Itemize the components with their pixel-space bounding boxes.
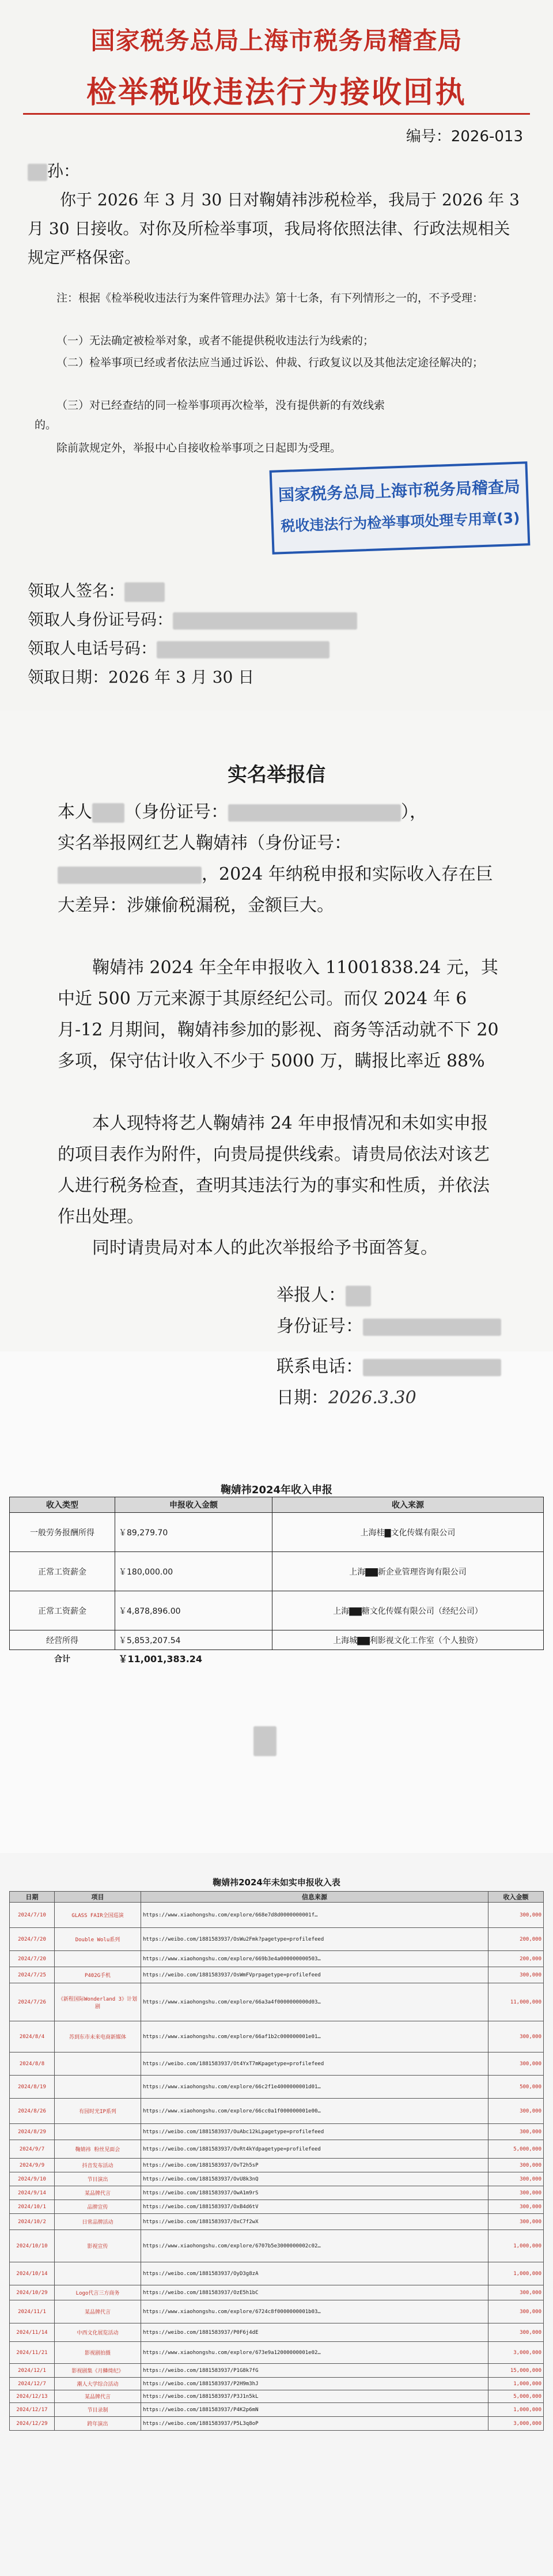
letter-para-3: 本人现特将艺人鞠婧祎 24 年申报情况和未如实申报的项目表作为附件，向贵局提供线索。请贵局依法对该艺人进行税务检查，查明其违法行为的事实和性质，并依法作出处理。 <box>58 1113 490 1227</box>
amount-cell: 300,000 <box>488 2200 544 2214</box>
note-intro: 注：根据《检举税收违法行为案件管理办法》第十七条，有下列情形之一的，不予受理： <box>56 292 484 304</box>
recv-date-row: 领取日期：2026 年 3 月 30 日 <box>28 668 255 687</box>
table-row <box>10 2342 544 2364</box>
table-row <box>10 2364 544 2378</box>
date-cell: 2024/12/1 <box>10 2364 55 2378</box>
amount-cell: 300,000 <box>488 2214 544 2230</box>
table-row: 经营所得 ￥5,853,207.54 上海城▇▇利影视文化工作室（个人独资） <box>10 1630 544 1650</box>
amount-cell: 300,000 <box>488 2099 544 2124</box>
table-row <box>10 2417 544 2431</box>
date-cell: 2024/11/21 <box>10 2342 55 2364</box>
project-cell: 某品牌代言 <box>55 2300 141 2323</box>
link-cell[interactable]: https://www.xiaohongshu.com/explore/66c2f1e4000000001d01… <box>141 2076 488 2099</box>
table-row <box>10 2021 544 2052</box>
table-row <box>10 2285 544 2300</box>
receipt-body: 你于 2026 年 3 月 30 日对鞠婧祎涉税检举，我局于 2026 年 3 月 30 日接收。对你及所检举事项，我局将依照法律、行政法规相关规定严格保密。 <box>28 190 520 267</box>
link-cell[interactable]: https://weibo.com/1881583937/OsWu2Fmk?pagetype=profilefeed <box>141 1928 488 1951</box>
undeclared-table <box>9 1891 544 2431</box>
table-row <box>10 2262 544 2285</box>
amount-cell: 300,000 <box>488 2300 544 2323</box>
date-cell: 2024/11/1 <box>10 2300 55 2323</box>
amount-cell: 300,000 <box>488 2159 544 2172</box>
date-cell: 2024/12/29 <box>10 2417 55 2431</box>
date-cell: 2024/10/14 <box>10 2262 55 2285</box>
recv-sign-row: 领取人签名： <box>28 577 165 605</box>
amount-cell: 1,000,000 <box>488 2378 544 2390</box>
link-cell[interactable]: https://weibo.com/1881583937/P0F6j4dE <box>141 2323 488 2342</box>
amount-cell: 300,000 <box>488 2285 544 2300</box>
link-cell[interactable]: https://www.xiaohongshu.com/explore/66a3a4f0000000000d03… <box>141 1983 488 2021</box>
date-cell: 2024/8/4 <box>10 2021 55 2052</box>
date-cell: 2024/12/13 <box>10 2390 55 2403</box>
amount-cell: 300,000 <box>488 1967 544 1983</box>
project-cell: 影视剧拍摄 <box>55 2342 141 2364</box>
date-cell: 2024/8/29 <box>10 2124 55 2140</box>
date-cell: 2024/9/9 <box>10 2159 55 2172</box>
link-cell[interactable]: https://www.xiaohongshu.com/explore/6724c8f0000000001b03… <box>141 2300 488 2323</box>
redacted-signature <box>253 1726 276 1756</box>
project-cell: GLASS FAIR全国巡演 <box>55 1903 141 1928</box>
link-cell[interactable]: https://weibo.com/1881583937/OyD3g8zA <box>141 2262 488 2285</box>
table-row <box>10 1951 544 1967</box>
project-cell: 日常品牌活动 <box>55 2214 141 2230</box>
date-cell: 2024/8/19 <box>10 2076 55 2099</box>
table-row <box>10 2230 544 2262</box>
table-row <box>10 2124 544 2140</box>
amount-cell: 3,000,000 <box>488 2417 544 2431</box>
project-cell <box>55 2076 141 2099</box>
table-row <box>10 1967 544 1983</box>
amount-cell: 5,000,000 <box>488 2390 544 2403</box>
date-cell: 2024/10/29 <box>10 2285 55 2300</box>
link-cell[interactable]: https://weibo.com/1881583937/P5L3q8oP <box>141 2417 488 2431</box>
amount-cell: 1,000,000 <box>488 2262 544 2285</box>
project-cell: 影视剧集《月鳞绮纪》 <box>55 2364 141 2378</box>
salutation: 孙： <box>28 157 79 186</box>
table-row <box>10 2186 544 2200</box>
project-cell <box>55 2262 141 2285</box>
note-item-1: （一）无法确定被检举对象，或者不能提供税收违法行为线索的； <box>56 334 374 347</box>
date-cell: 2024/9/10 <box>10 2172 55 2186</box>
reporter-id-row: 身份证号： <box>276 1311 501 1342</box>
table-row <box>10 2052 544 2076</box>
receipt-header: 国家税务总局上海市税务局稽查局 <box>90 27 463 55</box>
receipt-page <box>0 0 553 710</box>
col-project: 项目 <box>55 1892 141 1903</box>
amount-cell: 300,000 <box>488 2172 544 2186</box>
declared-title: 鞠婧祎2024年收入申报 <box>220 1484 333 1496</box>
table-row <box>10 2099 544 2124</box>
project-cell <box>55 2052 141 2076</box>
table-row <box>10 2300 544 2323</box>
amount-cell: 300,000 <box>488 2052 544 2076</box>
link-cell[interactable]: https://www.xiaohongshu.com/explore/66cc0a1f000000001e00… <box>141 2099 488 2124</box>
project-cell: 某品牌代言 <box>55 2390 141 2403</box>
col-income: 收入金额 <box>488 1892 544 1903</box>
amount-cell: 300,000 <box>488 2124 544 2140</box>
link-cell[interactable]: https://weibo.com/1881583937/P2H9m3hJ <box>141 2378 488 2390</box>
link-cell[interactable]: https://weibo.com/1881583937/OzE5h1bC <box>141 2285 488 2300</box>
link-cell[interactable]: https://www.xiaohongshu.com/explore/673e9a12000000001e02… <box>141 2342 488 2364</box>
link-cell[interactable]: https://weibo.com/1881583937/P4K2p6mN <box>141 2403 488 2417</box>
project-cell: 苏到东市未来电商新媒体 <box>55 2021 141 2052</box>
link-cell[interactable]: https://www.xiaohongshu.com/explore/66af1b2c000000001e01… <box>141 2021 488 2052</box>
link-cell[interactable]: https://weibo.com/1881583937/Ot4YxT7mKpagetype=profilefeed <box>141 2052 488 2076</box>
project-cell: Logo代言三方商务 <box>55 2285 141 2300</box>
note-tail: 除前款规定外，举报中心自接收检举事项之日起即为受理。 <box>56 442 342 454</box>
table-row <box>10 2140 544 2159</box>
note-item-3: （三）对已经查结的同一检举事项再次检举，没有提供新的有效线索的。 <box>35 399 385 431</box>
project-cell <box>55 2124 141 2140</box>
table-row <box>10 2214 544 2230</box>
date-cell: 2024/10/2 <box>10 2214 55 2230</box>
date-cell: 2024/7/26 <box>10 1983 55 2021</box>
date-cell: 2024/8/8 <box>10 2052 55 2076</box>
letter-para-2: 鞠婧祎 2024 年全年申报收入 11001838.24 元，其中近 500 万元来源于其原经纪公司。而仅 2024 年 6 月-12 月期间，鞠婧祎参加的影视、商务等活动就不下 20 多项，保守估计收入不少于 5000 万，瞒报比率近 88% <box>58 958 499 1071</box>
amount-cell: 3,000,000 <box>488 2342 544 2364</box>
project-cell: 潮人大学综合活动 <box>55 2378 141 2390</box>
note-item-2: （二）检举事项已经或者依法应当通过诉讼、仲裁、行政复议以及其他法定途径解决的； <box>56 356 484 369</box>
table-row <box>10 1983 544 2021</box>
table-row: 一般劳务报酬所得 ￥89,279.70 上海桂▇文化传媒有限公司 <box>10 1513 544 1552</box>
declared-header-row <box>10 1497 544 1513</box>
official-stamp <box>270 461 531 555</box>
reporter-phone-row: 联系电话： <box>276 1351 501 1383</box>
project-cell: 抖音发布活动 <box>55 2159 141 2172</box>
recv-phone-row: 领取人电话号码： <box>28 634 329 663</box>
link-cell[interactable]: https://weibo.com/1881583937/OuAbc12kLpagetype=profilefeed <box>141 2124 488 2140</box>
undeclared-income-page <box>0 1853 553 2576</box>
link-cell[interactable]: https://weibo.com/1881583937/P3J1n5kL <box>141 2390 488 2403</box>
amount-cell: 5,000,000 <box>488 2140 544 2159</box>
table-row: 正常工资薪金 ￥180,000.00 上海▇▇新企业管理咨询有限公司 <box>10 1552 544 1591</box>
table-row <box>10 2200 544 2214</box>
amount-cell: 300,000 <box>488 2186 544 2200</box>
table-row <box>10 1903 544 1928</box>
date-cell: 2024/10/10 <box>10 2230 55 2262</box>
amount-cell: 200,000 <box>488 1928 544 1951</box>
letter-title: 实名举报信 <box>228 763 325 786</box>
table-row <box>10 2323 544 2342</box>
link-cell[interactable]: https://www.xiaohongshu.com/explore/669b3e4a000000000503… <box>141 1951 488 1967</box>
redacted-signature <box>124 582 165 602</box>
project-cell: 品牌宣传 <box>55 2200 141 2214</box>
amount-cell: 300,000 <box>488 2021 544 2052</box>
total-row: 合计 ￥11,001,383.24 <box>54 1654 203 1665</box>
project-cell: 影视宣传 <box>55 2230 141 2262</box>
link-cell[interactable]: https://weibo.com/1881583937/OxC7f2wX <box>141 2214 488 2230</box>
declared-income-page <box>0 1351 553 1853</box>
reporter-row: 举报人： <box>276 1280 371 1311</box>
letter-line-2: 实名举报网红艺人鞠婧祎（身份证号： <box>58 833 351 853</box>
date-cell: 2024/9/7 <box>10 2140 55 2159</box>
letter-para-4: 同时请贵局对本人的此次举报给予书面答复。 <box>92 1238 438 1258</box>
stamp-line-1: 国家税务总局上海市税务局稽查局 <box>278 477 521 505</box>
undeclared-title: 鞠婧祎2024年未如实申报收入表 <box>213 1877 340 1888</box>
project-cell: 有园时光IP系列 <box>55 2099 141 2124</box>
date-cell: 2024/11/14 <box>10 2323 55 2342</box>
amount-cell: 15,000,000 <box>488 2364 544 2378</box>
date-cell: 2024/8/26 <box>10 2099 55 2124</box>
table-row <box>10 2378 544 2390</box>
stamp-line-2: 税收违法行为检举事项处理专用章(3) <box>280 509 520 535</box>
undeclared-header-row <box>10 1892 544 1903</box>
table-row <box>10 2390 544 2403</box>
project-cell <box>55 1951 141 1967</box>
link-cell[interactable]: https://weibo.com/1881583937/OsWmFVprpagetype=profilefeed <box>141 1967 488 1983</box>
link-cell[interactable]: https://weibo.com/1881583937/OvU8k3nQ <box>141 2172 488 2186</box>
amount-cell: 300,000 <box>488 2323 544 2342</box>
date-cell: 2024/12/17 <box>10 2403 55 2417</box>
table-row <box>10 2403 544 2417</box>
link-cell[interactable]: https://weibo.com/1881583937/OvRt4kYdpagetype=profilefeed <box>141 2140 488 2159</box>
receipt-number: 编号：2026-013 <box>406 128 523 145</box>
project-cell: 《新程国际Wonderland 3》计划剧 <box>55 1983 141 2021</box>
col-source: 收入来源 <box>272 1497 544 1513</box>
redacted-name <box>28 164 47 181</box>
amount-cell: 1,000,000 <box>488 2403 544 2417</box>
col-amount: 申报收入金额 <box>115 1497 272 1513</box>
col-type: 收入类型 <box>10 1497 115 1513</box>
project-cell: 某品牌代言 <box>55 2186 141 2200</box>
project-cell: Double Wolu系列 <box>55 1928 141 1951</box>
header-rule <box>23 113 530 115</box>
link-cell[interactable]: https://weibo.com/1881583937/OvT2h5sP <box>141 2159 488 2172</box>
declared-table <box>9 1497 544 1667</box>
link-cell[interactable]: https://weibo.com/1881583937/OxB4d6tV <box>141 2200 488 2214</box>
date-cell: 2024/7/20 <box>10 1951 55 1967</box>
table-row: 正常工资薪金 ￥4,878,896.00 上海▇▇糖文化传媒有限公司（经纪公司） <box>10 1591 544 1630</box>
reporter-date-row: 日期：2026.3.30 <box>276 1388 416 1408</box>
link-cell[interactable]: https://www.xiaohongshu.com/explore/668e7d8d0000000001f… <box>141 1903 488 1928</box>
col-link: 信息来源 <box>141 1892 488 1903</box>
project-cell: 中西文化展览活动 <box>55 2323 141 2342</box>
date-cell: 2024/7/25 <box>10 1967 55 1983</box>
project-cell: P402G手机 <box>55 1967 141 1983</box>
amount-cell: 11,000,000 <box>488 1983 544 2021</box>
recv-id-row: 领取人身份证号码： <box>28 605 357 634</box>
letter-line-3: ，2024 年纳税申报和实际收入存在巨大差异：涉嫌偷税漏税，金额巨大。 <box>58 864 493 916</box>
amount-cell: 300,000 <box>488 1903 544 1928</box>
letter-line-1: 本人 （身份证号： ）， <box>58 802 427 822</box>
redacted-id <box>173 612 357 630</box>
table-row <box>10 2076 544 2099</box>
amount-cell: 1,000,000 <box>488 2230 544 2262</box>
project-cell: 节目录制 <box>55 2403 141 2417</box>
date-cell: 2024/12/7 <box>10 2378 55 2390</box>
link-cell[interactable]: https://www.xiaohongshu.com/explore/6707b5e3000000002c02… <box>141 2230 488 2262</box>
amount-cell: 500,000 <box>488 2076 544 2099</box>
date-cell: 2024/9/14 <box>10 2186 55 2200</box>
link-cell[interactable]: https://weibo.com/1881583937/P1G8k7fG <box>141 2364 488 2378</box>
receipt-title: 检举税收违法行为接收回执 <box>86 75 467 110</box>
project-cell: 节目演出 <box>55 2172 141 2186</box>
link-cell[interactable]: https://weibo.com/1881583937/OwA1m9rS <box>141 2186 488 2200</box>
table-row <box>10 1928 544 1951</box>
redacted-phone <box>157 641 329 658</box>
table-row <box>10 2172 544 2186</box>
col-date: 日期 <box>10 1892 55 1903</box>
project-cell: 跨年演出 <box>55 2417 141 2431</box>
date-cell: 2024/7/20 <box>10 1928 55 1951</box>
table-row <box>10 2159 544 2172</box>
date-cell: 2024/7/10 <box>10 1903 55 1928</box>
project-cell: 鞠婧祎 粉丝见面会 <box>55 2140 141 2159</box>
letter-page <box>0 710 553 1351</box>
amount-cell: 200,000 <box>488 1951 544 1967</box>
date-cell: 2024/10/1 <box>10 2200 55 2214</box>
